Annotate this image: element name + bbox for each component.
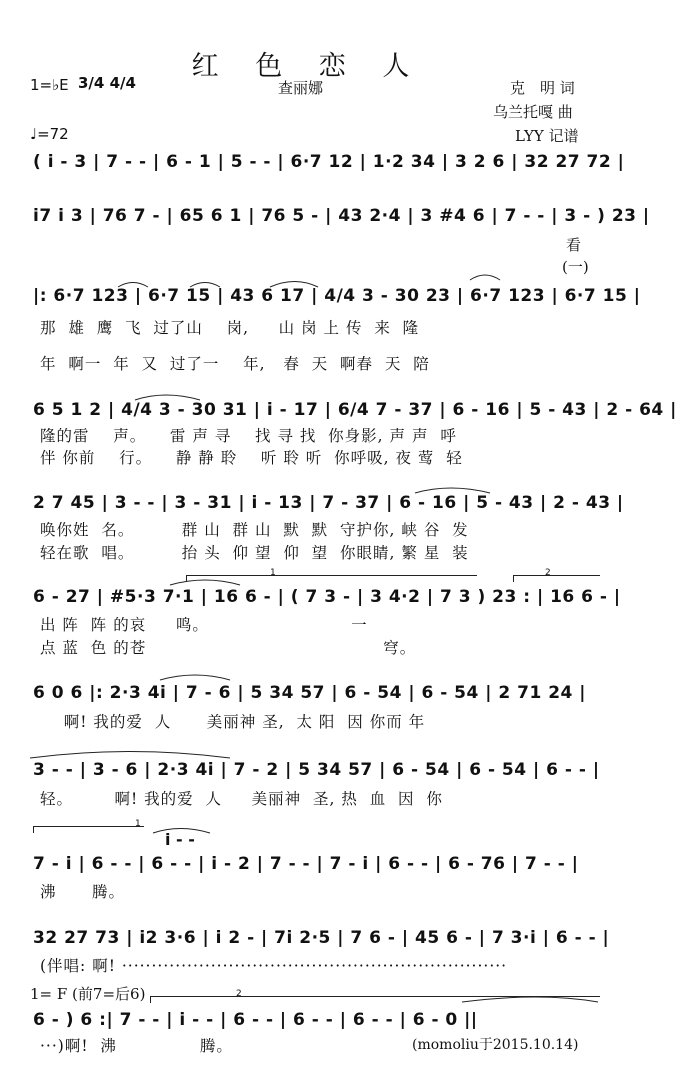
key-change: 1= F (前7=后6) xyxy=(30,985,146,1003)
inner-notation: i - - xyxy=(165,830,195,849)
lyric-word: 看 xyxy=(566,236,582,254)
lyric-line: 年 啊一 年 又 过了一 年, 春 天 啊春 天 陪 xyxy=(40,355,430,373)
lyric-line: 唤你姓 名。 群 山 群 山 默 默 守护你, 峡 谷 发 xyxy=(40,521,469,539)
lyric-line: 轻。 啊! 我的爱 人 美丽神 圣, 热 血 因 你 xyxy=(40,790,443,808)
notation-line: 6 - ) 6 :| 7 - - | i - - | 6 - - | 6 - - | 6 - - | 6 - 0 || xyxy=(33,1010,478,1030)
composer: 乌兰托嘎 曲 xyxy=(493,103,573,121)
volta-bracket-1 xyxy=(33,826,144,833)
notation-line: 3 - - | 3 - 6 | 2·3 4i | 7 - 2 | 5 34 57 | 6 - 54 | 6 - 54 | 6 - - | xyxy=(33,760,600,780)
volta-bracket-1 xyxy=(186,575,477,582)
notation-line: 6 5 1 2 | 4/4 3 - 30 31 | i - 17 | 6/4 7 - 37 | 6 - 16 | 5 - 43 | 2 - 64 | xyxy=(33,400,677,420)
slur-arc xyxy=(470,275,500,280)
transcriber: LYY 记谱 xyxy=(515,127,579,145)
notation-line: 7 - i | 6 - - | 6 - - | i - 2 | 7 - - | 7 - i | 6 - - | 6 - 76 | 7 - - | xyxy=(33,854,579,874)
lyric-line: 伴 你前 行。 静 静 聆 听 聆 听 你呼吸, 夜 莺 轻 xyxy=(40,449,463,467)
lyricist: 克 明 词 xyxy=(510,79,575,97)
lyric-line: 啊! 我的爱 人 美丽神 圣, 太 阳 因 你而 年 xyxy=(40,713,426,731)
lyric-line: 轻在歌 唱。 抬 头 仰 望 仰 望 你眼睛, 繁 星 装 xyxy=(40,544,469,562)
notation-line: 2 7 45 | 3 - - | 3 - 31 | i - 13 | 7 - 37 | 6 - 16 | 5 - 43 | 2 - 43 | xyxy=(33,493,624,513)
notation-line: i7 i 3 | 76 7 - | 65 6 1 | 76 5 - | 43 2·4 | 3 #4 6 | 7 - - | 3 - ) 23 | xyxy=(33,206,650,226)
singer: 查丽娜 xyxy=(278,79,324,97)
tempo-marking: ♩=72 xyxy=(30,125,69,143)
volta-number-1: 1 xyxy=(270,568,276,578)
notation-line: |: 6·7 123 | 6·7 15 | 43 6 17 | 4/4 3 - 30 23 | 6·7 123 | 6·7 15 | xyxy=(33,286,641,306)
key-signature: 1=♭E xyxy=(30,76,69,94)
slur-arc xyxy=(160,675,230,680)
lyric-line: 出 阵 阵 的哀 鸣。 一 xyxy=(40,616,368,634)
transcription-date: (momoliu于2015.10.14) xyxy=(412,1037,579,1053)
lyric-line: 点 蓝 色 的苍 穹。 xyxy=(40,639,417,657)
verse-number: (一) xyxy=(562,258,589,276)
notation-line: 6 0 6 |: 2·3 4i | 7 - 6 | 5 34 57 | 6 - 54 | 6 - 54 | 2 71 24 | xyxy=(33,683,586,703)
volta-bracket-2 xyxy=(150,996,600,1003)
lyric-line: 隆的雷 声。 雷 声 寻 找 寻 找 你身影, 声 声 呼 xyxy=(40,427,457,445)
notation-line: ( i - 3 | 7 - - | 6 - 1 | 5 - - | 6·7 12 | 1·2 34 | 3 2 6 | 32 27 72 | xyxy=(33,152,625,172)
volta-bracket-2 xyxy=(513,575,600,582)
lyric-line: (伴唱: 啊! ································································· xyxy=(40,957,508,975)
slur-arc xyxy=(30,752,230,759)
notation-line: 6 - 27 | #5·3 7·1 | 16 6 - | ( 7 3 - | 3 4·2 | 7 3 ) 23 : | 16 6 - | xyxy=(33,587,621,607)
time-signature: 3/4 4/4 xyxy=(78,74,136,92)
lyric-line: 那 雄 鹰 飞 过了山 岗, 山 岗 上 传 来 隆 xyxy=(40,319,420,337)
volta-number-2: 2 xyxy=(236,989,242,999)
volta-number-1: 1 xyxy=(135,819,141,829)
lyric-line: 沸 腾。 xyxy=(40,883,126,901)
lyric-line: ···)啊! 沸 腾。 xyxy=(40,1037,233,1055)
song-title: 红 色 恋 人 xyxy=(191,51,424,82)
notation-line: 32 27 73 | i2 3·6 | i 2 - | 7i 2·5 | 7 6 - | 45 6 - | 7 3·i | 6 - - | xyxy=(33,928,610,948)
volta-number-2: 2 xyxy=(545,568,551,578)
